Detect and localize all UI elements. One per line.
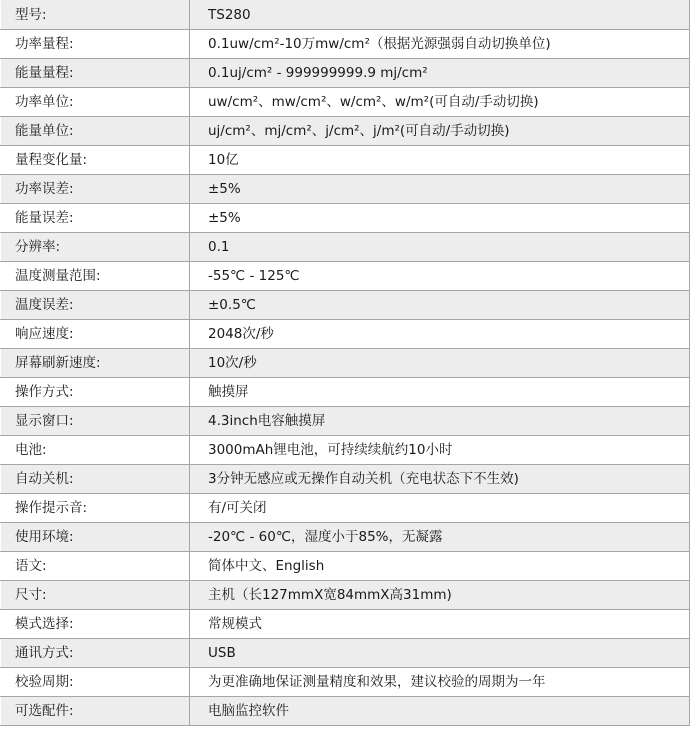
spec-label: 功率误差: [1, 175, 190, 204]
spec-label: 能量量程: [1, 59, 190, 88]
spec-row-battery [1, 436, 690, 465]
spec-row-operation [1, 378, 690, 407]
spec-value: ±0.5℃ [190, 291, 690, 320]
spec-row-power-error [1, 175, 690, 204]
spec-label: 能量误差: [1, 204, 190, 233]
spec-value: 3000mAh锂电池，可持续续航约10小时 [190, 436, 690, 465]
spec-value: 为更准确地保证测量精度和效果，建议校验的周期为一年 [190, 668, 690, 697]
spec-value: 10次/秒 [190, 349, 690, 378]
spec-value: 常规模式 [190, 610, 690, 639]
spec-row-auto-off [1, 465, 690, 494]
spec-value: 主机（长127mmX宽84mmX高31mm) [190, 581, 690, 610]
spec-label: 校验周期: [1, 668, 190, 697]
spec-row-resolution [1, 233, 690, 262]
spec-label: 量程变化量: [1, 146, 190, 175]
spec-value: 触摸屏 [190, 378, 690, 407]
spec-label: 尺寸: [1, 581, 190, 610]
spec-label: 显示窗口: [1, 407, 190, 436]
spec-label: 自动关机: [1, 465, 190, 494]
spec-value: 3分钟无感应或无操作自动关机（充电状态下不生效) [190, 465, 690, 494]
spec-label: 通讯方式: [1, 639, 190, 668]
spec-row-language [1, 552, 690, 581]
spec-row-range-change [1, 146, 690, 175]
spec-row-temp-error [1, 291, 690, 320]
spec-label: 屏幕刷新速度: [1, 349, 190, 378]
spec-row-power-unit [1, 88, 690, 117]
spec-row-calibration [1, 668, 690, 697]
spec-label: 响应速度: [1, 320, 190, 349]
spec-row-energy-error [1, 204, 690, 233]
spec-value: USB [190, 639, 690, 668]
spec-value: 0.1uj/cm² - 999999999.9 mj/cm² [190, 59, 690, 88]
spec-value: TS280 [190, 1, 690, 30]
spec-value: 0.1 [190, 233, 690, 262]
spec-label: 操作提示音: [1, 494, 190, 523]
spec-row-display [1, 407, 690, 436]
spec-value: -20℃ - 60℃，湿度小于85%，无凝露 [190, 523, 690, 552]
spec-row-environment [1, 523, 690, 552]
spec-row-response-speed [1, 320, 690, 349]
spec-row-energy-range [1, 59, 690, 88]
spec-label: 语文: [1, 552, 190, 581]
spec-row-energy-unit [1, 117, 690, 146]
spec-label: 功率单位: [1, 88, 190, 117]
spec-row-accessories [1, 697, 690, 726]
spec-value: uw/cm²、mw/cm²、w/cm²、w/m²(可自动/手动切换) [190, 88, 690, 117]
spec-value: ±5% [190, 204, 690, 233]
spec-value: 4.3inch电容触摸屏 [190, 407, 690, 436]
spec-row-temp-range [1, 262, 690, 291]
spec-value: uj/cm²、mj/cm²、j/cm²、j/m²(可自动/手动切换) [190, 117, 690, 146]
spec-label: 分辨率: [1, 233, 190, 262]
spec-row-beep [1, 494, 690, 523]
spec-label: 模式选择: [1, 610, 190, 639]
spec-label: 可选配件: [1, 697, 190, 726]
spec-label: 型号: [1, 1, 190, 30]
spec-row-refresh-rate [1, 349, 690, 378]
spec-label: 使用环境: [1, 523, 190, 552]
spec-label: 功率量程: [1, 30, 190, 59]
spec-label: 能量单位: [1, 117, 190, 146]
spec-row-size [1, 581, 690, 610]
spec-value: 0.1uw/cm²-10万mw/cm²（根据光源强弱自动切换单位) [190, 30, 690, 59]
spec-label: 温度测量范围: [1, 262, 190, 291]
spec-label: 电池: [1, 436, 190, 465]
spec-value: -55℃ - 125℃ [190, 262, 690, 291]
spec-value: 电脑监控软件 [190, 697, 690, 726]
spec-label: 操作方式: [1, 378, 190, 407]
spec-row-mode [1, 610, 690, 639]
spec-value: 10亿 [190, 146, 690, 175]
spec-value: 有/可关闭 [190, 494, 690, 523]
spec-label: 温度误差: [1, 291, 190, 320]
spec-row-model [1, 1, 690, 30]
spec-value: 2048次/秒 [190, 320, 690, 349]
spec-row-power-range [1, 30, 690, 59]
spec-value: ±5% [190, 175, 690, 204]
spec-value: 简体中文、English [190, 552, 690, 581]
spec-row-communication [1, 639, 690, 668]
